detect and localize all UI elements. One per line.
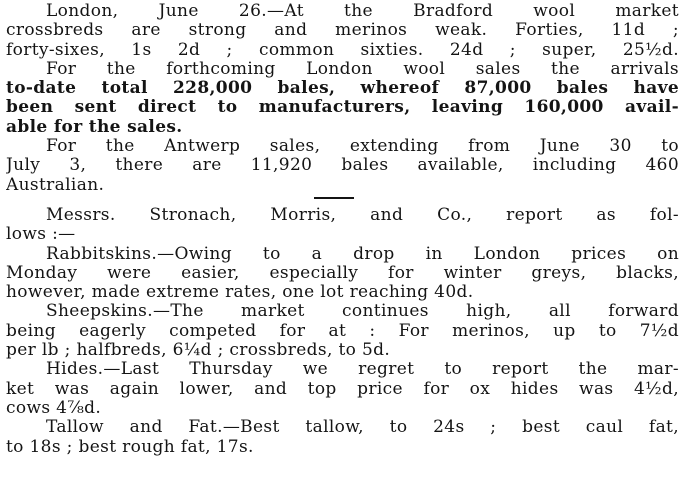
stronach-report-line: however, made extreme rates, one lot reaching 40d. [6,283,474,303]
market-report-line: crossbreds are strong and merinos weak. Forties, 11d ; [6,21,679,41]
stronach-report-line: Hides.—Last Thursday we regret to report the mar- [46,360,679,380]
market-report-line: July 3, there are 11,920 bales available, including 460 [6,156,679,176]
stronach-report-line: per lb ; halfbreds, 6¼d ; crossbreds, to 5d. [6,341,391,361]
stronach-report-line: cows 4⅞d. [6,398,102,418]
market-report-line: For the Antwerp sales, extending from June 30 to [46,137,679,157]
section-divider [6,195,679,206]
stronach-report-line: lows :— [6,225,76,245]
market-report-line: For the forthcoming London wool sales the arrivals [46,59,679,79]
stronach-report-line: to 18s ; best rough fat, 17s. [6,437,254,457]
stronach-report-line: Rabbitskins.—Owing to a drop in London prices on [46,244,679,264]
market-report-line: forty-sixes, 1s 2d ; common sixties. 24d ; super, 25½d. [6,40,679,60]
market-report-line: been sent direct to manufacturers, leaving 160,000 avail- [6,98,679,118]
market-report-line: London, June 26.—At the Bradford wool market [46,2,679,21]
market-report-line: Australian. [6,175,105,195]
stronach-report-line: Sheepskins.—The market continues high, all forward [46,302,679,322]
stronach-report-line: being eagerly competed for at : For merinos, up to 7½d [6,321,679,341]
stronach-report-line: Monday were easier, especially for winter greys, blacks, [6,263,679,283]
stronach-report-line: ket was again lower, and top price for ox hides was 4½d, [6,379,679,399]
market-report-line: to-date total 228,000 bales, whereof 87,000 bales have [6,79,679,99]
divider-rule [314,197,354,199]
market-report-line: able for the sales. [6,117,183,137]
stronach-report-line: Tallow and Fat.—Best tallow, to 24s ; best caul fat, [46,418,679,438]
stronach-report-line: Messrs. Stronach, Morris, and Co., report as fol- [46,205,679,225]
